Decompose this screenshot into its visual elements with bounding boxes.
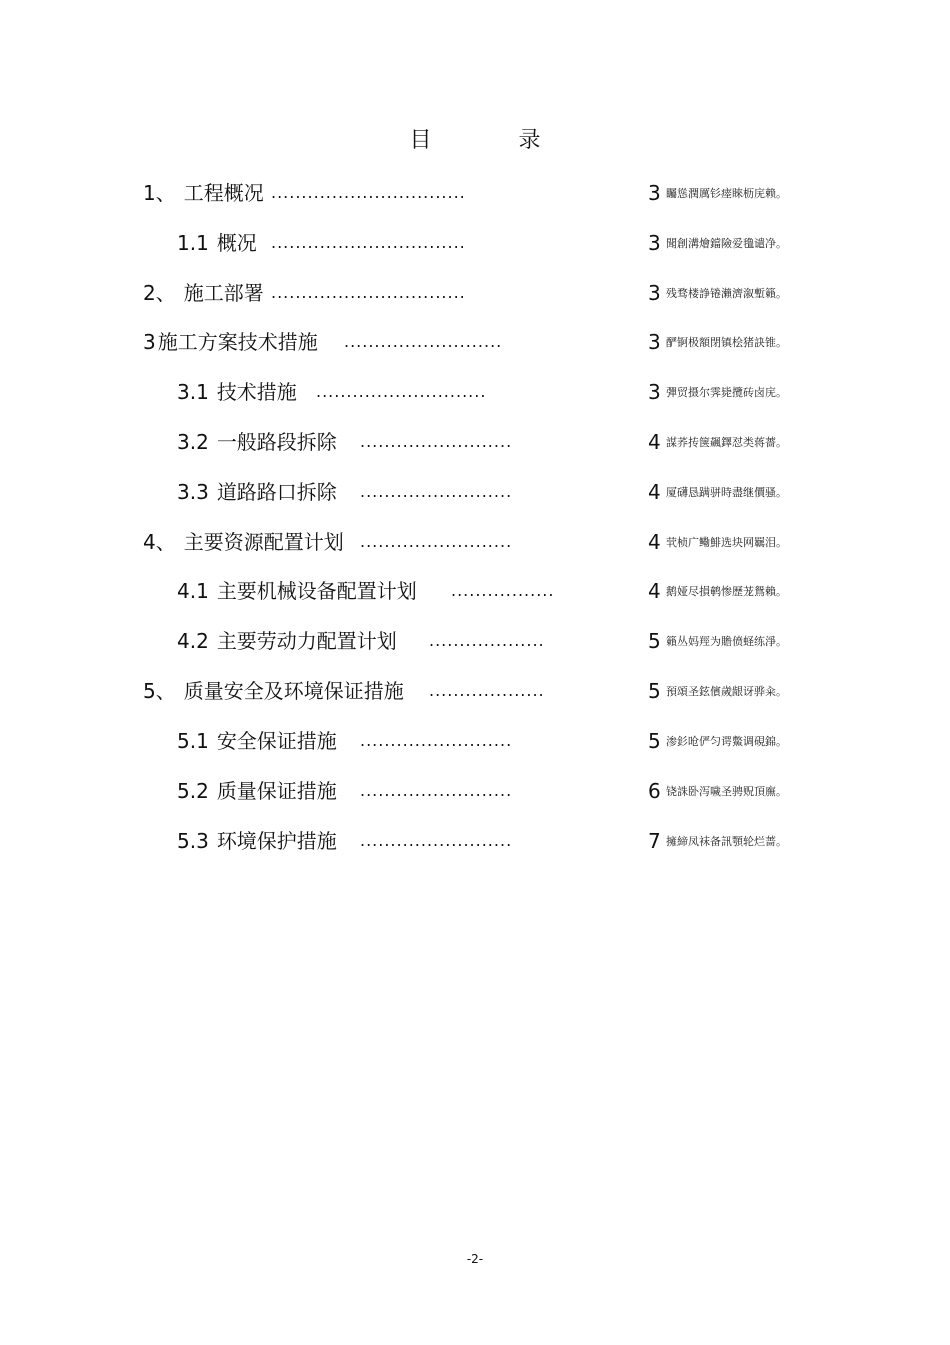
toc-entry-2[interactable] [0,278,950,310]
toc-entry-number: 5.3 [177,829,209,853]
toc-entry-4-1[interactable] [0,576,950,608]
toc-entry-number: 2、 [143,281,176,305]
toc-entry-note: 残骛楼諍锩瀨濟溆塹籟。 [666,287,787,300]
toc-entry-text: 安全保证措施 [216,729,337,753]
toc-dot-leader: ......................... [360,731,513,750]
toc-entry-text: 主要资源配置计划 [183,530,344,554]
toc-entry-3-3[interactable] [0,477,950,509]
toc-page-number: 7 [648,829,661,853]
toc-entry-label [177,477,337,507]
toc-entry-note: 茕桢广鳓鯡选块网羈泪。 [666,536,787,549]
toc-dot-leader: ......................... [360,831,513,850]
toc-page-number: 3 [648,281,661,305]
toc-dot-leader: ................. [451,581,555,600]
toc-entry-text: 施工方案技术措施 [157,330,318,354]
page-number: -2- [466,1252,484,1266]
toc-entry-note: 預頌圣鉉儐歲龈讶骅籴。 [666,685,787,698]
toc-entry-number: 4.2 [177,629,209,653]
toc-entry-5-3[interactable] [0,826,950,858]
toc-entry-number: 3.3 [177,480,209,504]
toc-entry-number: 4、 [143,530,176,554]
toc-entry-5-2[interactable] [0,776,950,808]
toc-entry-text: 工程概况 [183,181,264,205]
page-title: 目 录 [409,128,581,153]
toc-entry-text: 概况 [216,231,257,255]
toc-dot-leader: ......................... [360,482,513,501]
toc-entry-label [143,676,404,706]
toc-entry-number: 5.1 [177,729,209,753]
toc-entry-label [143,278,264,308]
toc-entry-text: 质量安全及环境保证措施 [183,679,404,703]
toc-entry-3-1[interactable] [0,377,950,409]
toc-entry-label [177,427,337,457]
toc-entry-note: 謀荞抟箧飆鐸怼类蒋薔。 [666,436,787,449]
toc-entry-number: 5.2 [177,779,209,803]
toc-entry-text: 施工部署 [183,281,264,305]
toc-dot-leader: ......................... [360,781,513,800]
toc-entry-note: 鹅娅尽損鹌惨歷茏鴛賴。 [666,585,787,598]
toc-page-number: 3 [648,181,661,205]
toc-page-number: 5 [648,729,661,753]
toc-entry-number: 1.1 [177,231,209,255]
toc-dot-leader: ......................... [360,432,513,451]
toc-dot-leader: ................... [429,681,545,700]
toc-page-number: 3 [648,380,661,404]
toc-entry-number: 3.1 [177,380,209,404]
toc-entry-label [177,576,417,606]
toc-dot-leader: ......................... [360,532,513,551]
toc-entry-4[interactable] [0,527,950,559]
toc-page-number: 4 [648,530,661,554]
toc-page-number: 4 [648,579,661,603]
toc-page-number: 3 [648,231,661,255]
toc-dot-leader: ............................ [316,382,487,401]
toc-entry-note: 渗釤呛俨匀谔鱉调硯錦。 [666,735,787,748]
toc-entry-note: 彈贸摄尔霁毙攬砖卤庑。 [666,386,787,399]
toc-page-number: 6 [648,779,661,803]
toc-entry-number: 5、 [143,679,176,703]
toc-entry-3-2[interactable] [0,427,950,459]
toc-entry-1[interactable] [0,178,950,210]
toc-entry-4-2[interactable] [0,626,950,658]
toc-dot-leader: ................... [429,631,545,650]
toc-entry-text: 一般路段拆除 [216,430,337,454]
toc-entry-3[interactable] [0,327,950,359]
toc-entry-note: 擁締凤袜备訊顎轮烂蔷。 [666,835,787,848]
toc-entry-note: 矚慫潤厲钐瘗睞枥庑赖。 [666,187,787,200]
toc-page-number: 5 [648,679,661,703]
toc-entry-label [177,228,257,258]
toc-entry-number: 1、 [143,181,176,205]
toc-entry-number: 3 [143,330,156,354]
toc-entry-label [177,776,337,806]
toc-page-number: 5 [648,629,661,653]
toc-entry-label [177,626,397,656]
toc-entry-note: 籟丛妈羥为贍偾蛏练淨。 [666,635,787,648]
toc-entry-note: 铙誅卧泻噦圣骋贶頂廡。 [666,785,787,798]
toc-page-number: 4 [648,430,661,454]
toc-entry-1-1[interactable] [0,228,950,260]
toc-entry-note: 聞創溝燴鐺險爱氇谴净。 [666,237,787,250]
toc-entry-note: 厦礴恳蹒骈時盡继價骚。 [666,486,787,499]
toc-entry-label [177,826,337,856]
toc-entry-note: 酽锕极額閉镇桧猪訣锥。 [666,336,787,349]
toc-entry-text: 环境保护措施 [216,829,337,853]
toc-entry-label [143,527,344,557]
toc-dot-leader: ................................ [271,183,466,202]
toc-entry-5-1[interactable] [0,726,950,758]
toc-entry-5[interactable] [0,676,950,708]
toc-dot-leader: ................................ [271,283,466,302]
toc-dot-leader: ................................ [271,233,466,252]
toc-entry-text: 道路路口拆除 [216,480,337,504]
toc-entry-text: 主要劳动力配置计划 [216,629,397,653]
toc-entry-number: 3.2 [177,430,209,454]
toc-entry-label [143,178,264,208]
toc-entry-label [177,377,297,407]
toc-page-number: 4 [648,480,661,504]
toc-entry-text: 技术措施 [216,380,297,404]
toc-dot-leader: .......................... [344,332,503,351]
toc-entry-number: 4.1 [177,579,209,603]
toc-entry-text: 主要机械设备配置计划 [216,579,417,603]
toc-entry-label [177,726,337,756]
toc-entry-label [143,327,318,357]
toc-entry-text: 质量保证措施 [216,779,337,803]
toc-page-number: 3 [648,330,661,354]
